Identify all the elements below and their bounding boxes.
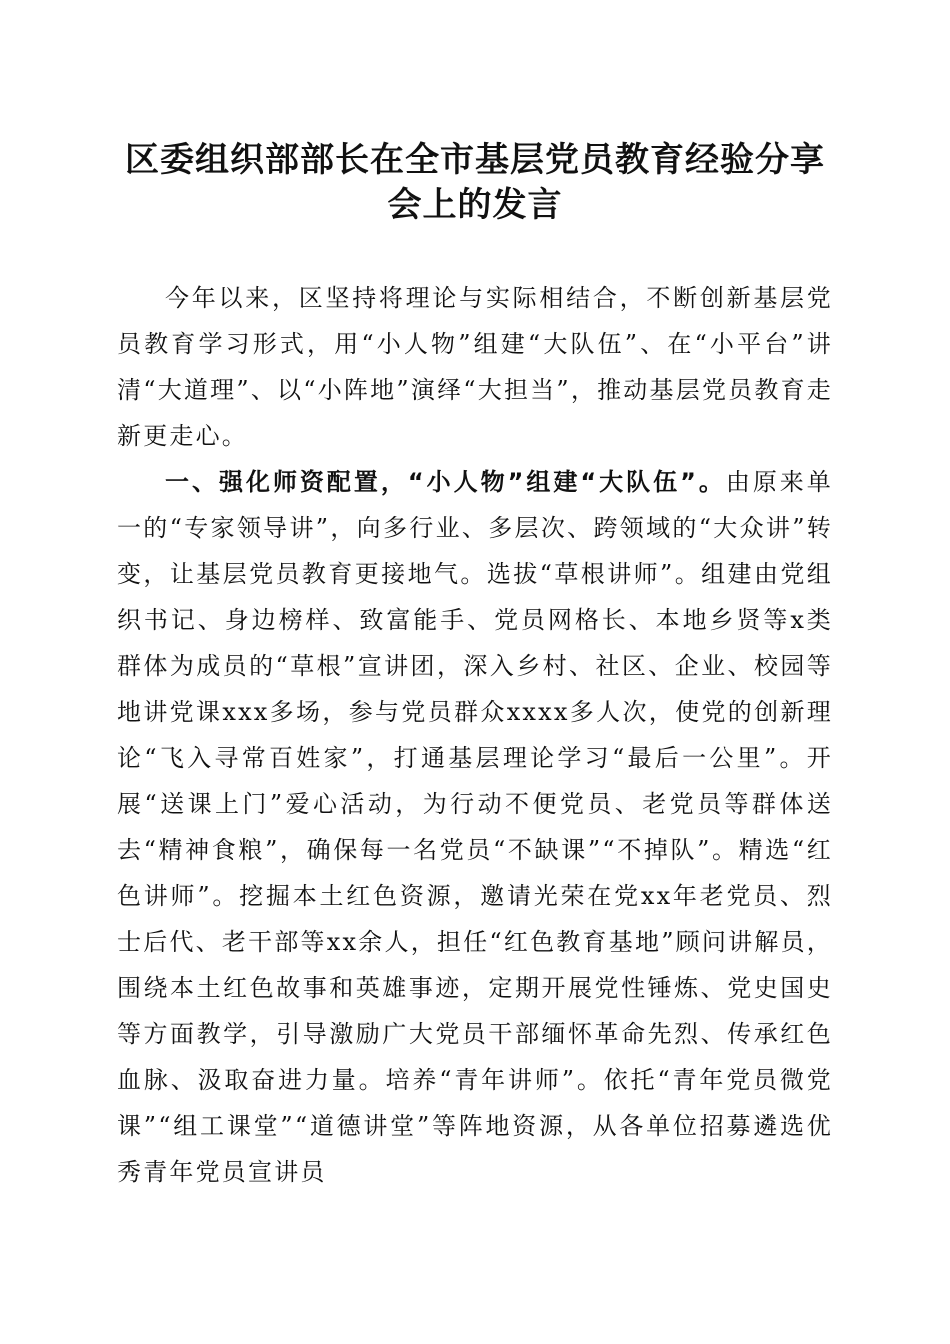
paragraph-text: 由原来单一的“专家领导讲”，向多行业、多层次、跨领域的“大众讲”转变，让基层党员教育更接地气。选拔“草根讲师”。组建由党组织书记、身边榜样、致富能手、党员网格长、本地乡贤等x类群体为成员的“草根”宣讲团，深入乡村、社区、企业、校园等地讲党课xxx多场，参与党员群众xxxx多人次，使党的创新理论“飞入寻常百姓家”，打通基层理论学习“最后一公里”。开展“送课上门”爱心活动，为行动不便党员、老党员等群体送去“精神食粮”，确保每一名党员“不缺课”“不掉队”。精选“红色讲师”。挖掘本土红色资源，邀请光荣在党xx年老党员、烈士后代、老干部等xx余人，担任“红色教育基地”顾问讲解员，围绕本土红色故事和英雄事迹，定期开展党性锤炼、党史国史等方面教学，引导激励广大党员干部缅怀革命先烈、传承红色血脉、汲取奋进力量。培养“青年讲师”。依托“青年党员微党课”“组工课堂”“道德讲堂”等阵地资源，从各单位招募遴选优秀青年党员宣讲员 (117, 468, 833, 1186)
paragraph-intro (117, 275, 833, 459)
document-title (110, 138, 840, 228)
paragraph-section-1 (117, 459, 833, 1195)
title-line-1: 区委组织部部长在全市基层党员教育经验分享 (125, 140, 825, 180)
document-body (117, 275, 833, 1195)
title-line-2: 会上的发言 (387, 185, 563, 225)
section-heading: 一、强化师资配置，“小人物”组建“大队伍”。 (165, 468, 726, 496)
paragraph-text: 今年以来，区坚持将理论与实际相结合，不断创新基层党员教育学习形式，用“小人物”组建“大队伍”、在“小平台”讲清“大道理”、以“小阵地”演绎“大担当”，推动基层党员教育走新更走心。 (117, 284, 833, 450)
